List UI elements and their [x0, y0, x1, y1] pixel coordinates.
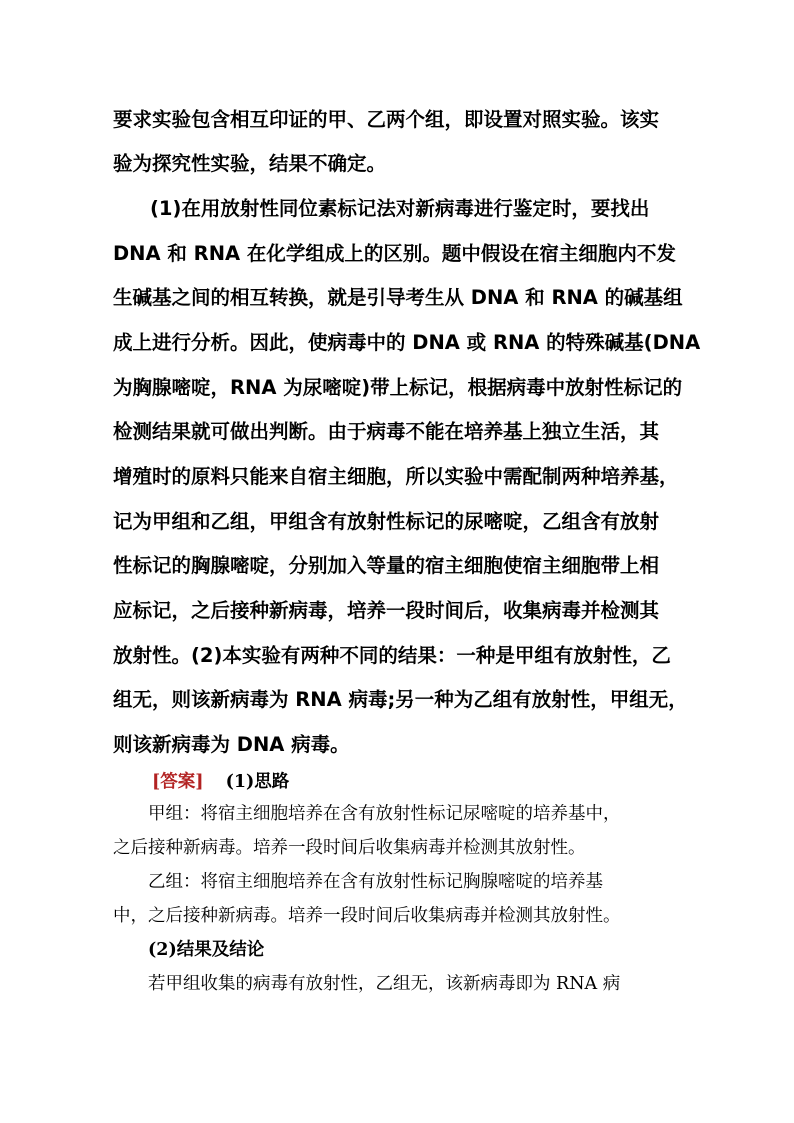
answer-group-a-line-1: 甲组：将宿主细胞培养在含有放射性标记尿嘧啶的培养基中， — [148, 804, 621, 824]
analysis-line-4: DNA 和 RNA 在化学组成上的区别。题中假设在宿主细胞内不发 — [113, 242, 676, 265]
analysis-line-2: 验为探究性实验，结果不确定。 — [113, 152, 387, 175]
analysis-line-13: 放射性。(2)本实验有两种不同的结果：一种是甲组有放射性，乙 — [113, 644, 671, 667]
analysis-line-7: 为胸腺嘧啶，RNA 为尿嘧啶)带上标记，根据病毒中放射性标记的 — [113, 376, 683, 399]
analysis-line-3: (1)在用放射性同位素标记法对新病毒进行鉴定时，要找出 — [150, 197, 650, 220]
analysis-line-6: 成上进行分析。因此，使病毒中的 DNA 或 RNA 的特殊碱基(DNA — [113, 331, 701, 354]
analysis-line-12: 应标记，之后接种新病毒，培养一段时间后，收集病毒并检测其 — [113, 599, 660, 622]
answer-group-a-line-2: 之后接种新病毒。培养一段时间后收集病毒并检测其放射性。 — [113, 838, 586, 858]
analysis-line-5: 生碱基之间的相互转换，就是引导考生从 DNA 和 RNA 的碱基组 — [113, 286, 683, 309]
answer-group-b-line-2: 中，之后接种新病毒。培养一段时间后收集病毒并检测其放射性。 — [113, 906, 621, 926]
analysis-line-15: 则该新病毒为 DNA 病毒。 — [113, 733, 350, 756]
analysis-line-9: 增殖时的原料只能来自宿主细胞，所以实验中需配制两种培养基， — [113, 465, 679, 488]
answer-part1-heading: (1)思路 — [225, 772, 290, 792]
analysis-line-11: 性标记的胸腺嘧啶，分别加入等量的宿主细胞使宿主细胞带上相 — [113, 554, 660, 577]
analysis-line-14: 组无，则该新病毒为 RNA 病毒;另一种为乙组有放射性，甲组无， — [113, 688, 688, 711]
analysis-line-10: 记为甲组和乙组，甲组含有放射性标记的尿嘧啶，乙组含有放射 — [113, 510, 660, 533]
answer-heading — [152, 768, 289, 793]
analysis-line-1: 要求实验包含相互印证的甲、乙两个组，即设置对照实验。该实 — [113, 108, 660, 131]
analysis-line-8: 检测结果就可做出判断。由于病毒不能在培养基上独立生活，其 — [113, 420, 660, 443]
answer-result-line-1: 若甲组收集的病毒有放射性，乙组无，该新病毒即为 RNA 病 — [148, 974, 621, 994]
answer-part2-heading: (2)结果及结论 — [148, 940, 265, 960]
answer-tag: [答案] — [152, 772, 204, 792]
answer-group-b-line-1: 乙组：将宿主细胞培养在含有放射性标记胸腺嘧啶的培养基 — [148, 872, 603, 892]
